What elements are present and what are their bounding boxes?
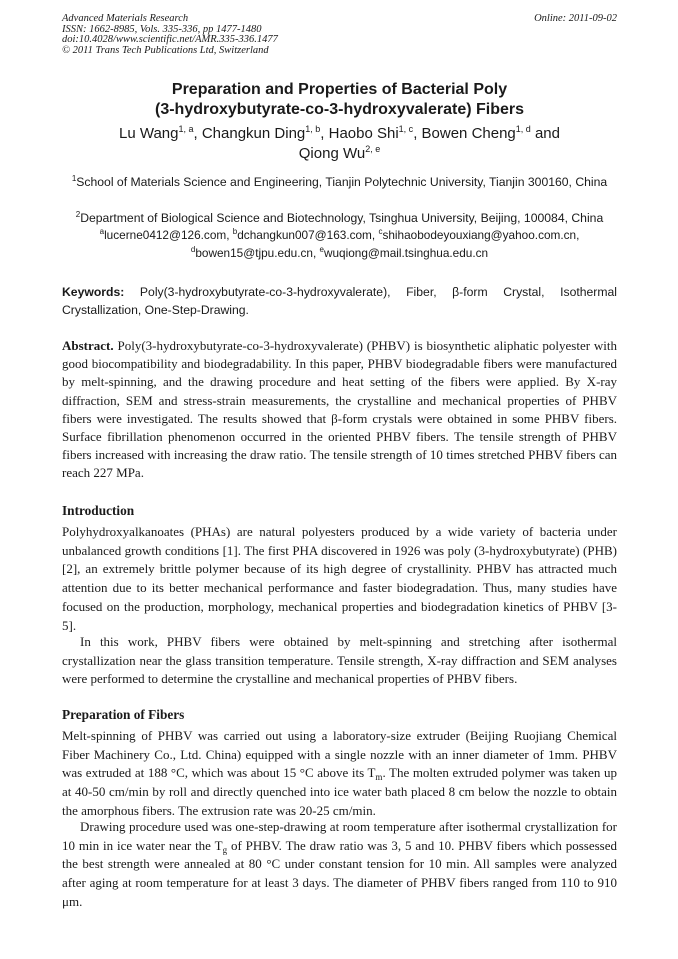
journal-name: Advanced Materials Research (62, 13, 189, 24)
online-date: Online: 2011-09-02 (534, 13, 617, 24)
email-link[interactable]: $^e$wuqiong@mail.tsinghua.edu.cn (319, 245, 489, 260)
copyright-line: © 2011 Trans Tech Publications Ltd, Switzerland (62, 44, 269, 56)
preparation-paragraph-2: Drawing procedure used was one-step-drawing at room temperature after isothermal crystallization for 10 min in ice water near the $T_g$ of PHBV. The draw ratio was 3, 5 and 10. PHBV fibers which possessed the best strength were annealed at 80 °C under constant tension for 10 min. All samples were analyzed after aging at room temperature for at least 3 days. The diameter of PHBV fibers ranged from 110 to 910 μm. (62, 819, 617, 909)
title-line-2: (3-hydroxybutyrate-co-3-hydroxyvalerate) Fibers (155, 101, 524, 118)
section-heading-preparation: Preparation of Fibers (62, 707, 185, 722)
abstract-text: Poly(3-hydroxybutyrate-co-3-hydroxyvalerate) (PHBV) is biosynthetic aliphatic polyester with good biocompatibility and biodegradability. In this paper, PHBV biodegradable fibers were manufactured by melt-spinning, and the drawing procedure and heat setting of the fibers were applied. By X-ray diffraction, SEM and stress-strain measurements, the crystalline and mechanical properties of PHBV fibers were investigated. The results showed that β-form crystals were obtained in some PHBV fibers. Surface fibrillation phenomenon occurred in the oriented PHBV fibers. The tensile strength of PHBV fibers increased with increasing the draw ratio. The tensile strength of 10 times stretched PHBV fibers can reach 227 MPa. (62, 338, 618, 481)
issn-line: ISSN: 1662-8985, Vols. 335-336, pp 1477-1480 (62, 23, 262, 35)
author: Changkun Ding$^{1, b}$, (201, 124, 329, 142)
author: Lu Wang$^{1, a}$, (119, 124, 202, 142)
paper-title (62, 80, 617, 120)
keywords-text: Poly(3-hydroxybutyrate-co-3-hydroxyvalerate), Fiber, β-form Crystal, Isothermal Crystallization, One-Step-Drawing. (62, 285, 617, 317)
publication-header (62, 14, 617, 56)
keywords (62, 283, 617, 319)
affiliation-2: $^2$Department of Biological Science and Biotechnology, Tsinghua University, Beijing, 100084, China (75, 210, 604, 225)
abstract-label: Abstract. (62, 338, 114, 353)
doi-line: doi:10.4028/www.scientific.net/AMR.335-336.1477 (62, 34, 278, 45)
keywords-label: Keywords: (62, 285, 125, 299)
preparation-paragraph-1: Melt-spinning of PHBV was carried out using a laboratory-size extruder (Beijing Ruojiang Chemical Fiber Machinery Co., Ltd. China) equipped with a single nozzle with an inner diameter of 1mm. PHBV was extruded at 188 °C, which was about 15 °C above its $T_m$. The molten extruded polymer was taken up at 40-50 cm/min by roll and directly quenched into ice water bath placed 8 cm below the nozzle to obtain the amorphous fibers. The extrusion rate was 20-25 cm/min. (62, 728, 617, 818)
author: Qiong Wu$^{2, e}$ (298, 144, 381, 162)
author-list (62, 124, 617, 164)
affiliation-1: $^1$School of Materials Science and Engineering, Tianjin Polytechnic University, Tianjin 300160, China (71, 174, 608, 189)
abstract (62, 337, 617, 483)
email-link[interactable]: $^b$dchangkun007@163.com (232, 227, 372, 242)
author: Bowen Cheng$^{1, d}$ and (421, 124, 560, 142)
email-link[interactable]: $^c$shihaobodeyouxiang@yahoo.com.cn (378, 227, 577, 242)
email-link[interactable]: $^d$bowen15@tjpu.edu.cn (190, 245, 313, 260)
introduction-paragraph-1: Polyhydroxyalkanoates (PHAs) are natural polyesters produced by a wide variety of bacteria under unbalanced growth conditions [1]. The first PHA discovered in 1926 was poly (3-hydroxybutyrate) (PHB) [2], an extremely brittle polymer because of its high degree of crystallinity. PHBV has attracted much attention due to its better mechanical performance and faster biodegradation. Thus, many studies have focused on the production, morphology, mechanical properties and biodegradation kinetics of PHBV [3-5]. (62, 524, 617, 633)
introduction-paragraph-2: In this work, PHBV fibers were obtained by melt-spinning and stretching after isothermal crystallization near the glass transition temperature. Tensile strength, X-ray diffraction and SEM analyses were performed to determine the crystalline and mechanical properties of PHBV fibers. (62, 634, 617, 687)
section-heading-introduction: Introduction (62, 503, 135, 518)
author-emails: $^a$lucerne0412@126.com, $^b$dchangkun007@163.com, $^c$shihaobodeyouxiang@yahoo.com.cn, $^d$bowen15@tjpu.edu.cn, $^e$wuqiong@mail.tsinghua.edu.cn (99, 227, 580, 260)
email-link[interactable]: $^a$lucerne0412@126.com (99, 227, 227, 242)
author: Haobo Shi$^{1, c}$, (328, 124, 422, 142)
title-line-1: Preparation and Properties of Bacterial Poly (171, 81, 508, 98)
